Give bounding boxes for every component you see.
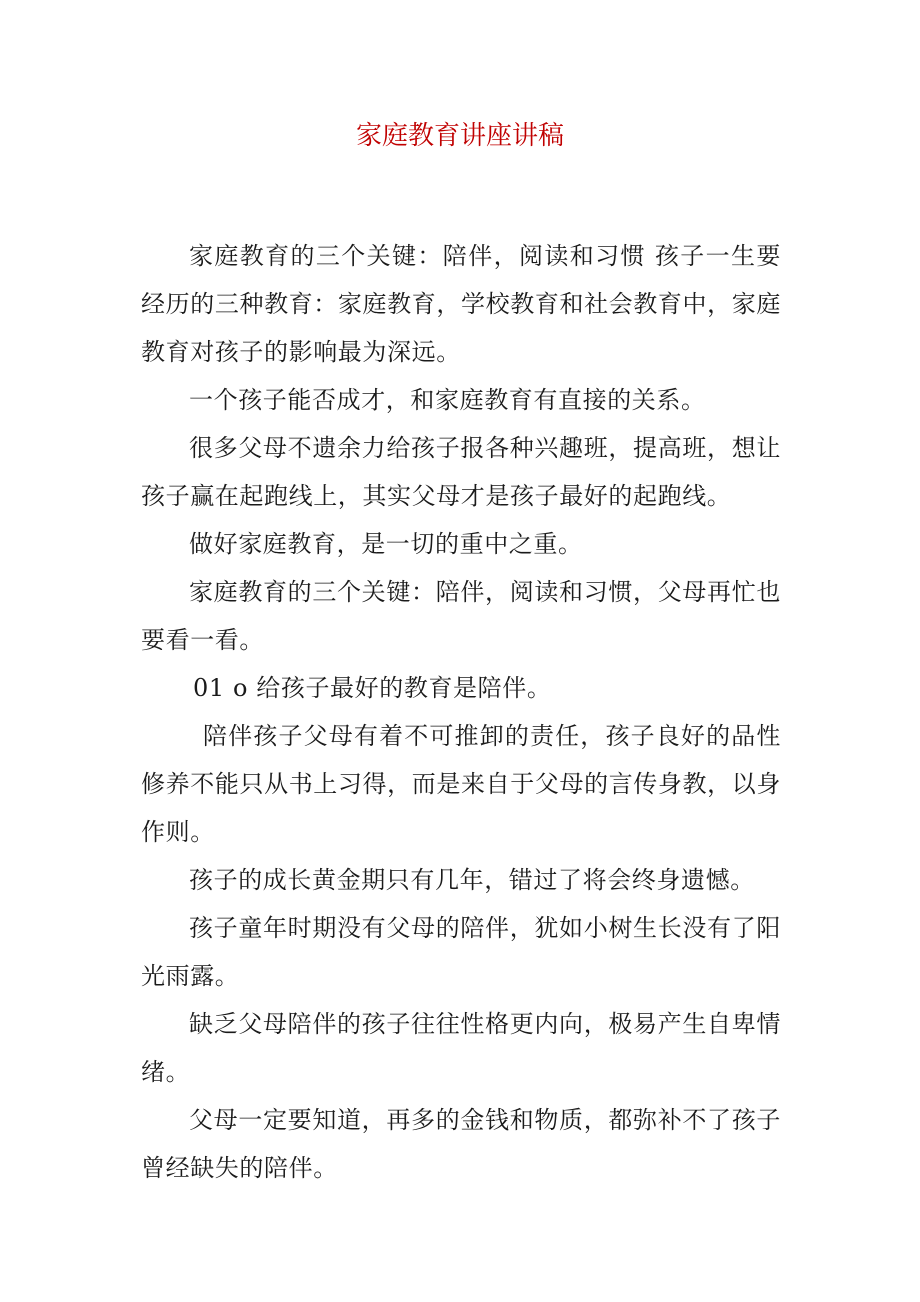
paragraph-7: 陪伴孩子父母有着不可推卸的责任，孩子良好的品性修养不能只从书上习得，而是来自于父母的言传身教，以身作则。 <box>141 722 781 846</box>
paragraph-6-section-heading: 01 o 给孩子最好的教育是陪伴。 <box>193 674 552 702</box>
paragraph-8: 孩子的成长黄金期只有几年，错过了将会终身遗憾。 <box>189 866 755 894</box>
paragraph-9: 孩子童年时期没有父母的陪伴，犹如小树生长没有了阳光雨露。 <box>141 914 781 990</box>
paragraph-2: 一个孩子能否成才，和家庭教育有直接的关系。 <box>189 386 706 414</box>
paragraph-1: 家庭教育的三个关键：陪伴，阅读和习惯 孩子一生要经历的三种教育：家庭教育，学校教育和社会教育中，家庭教育对孩子的影响最为深远。 <box>141 242 781 366</box>
paragraph-11: 父母一定要知道，再多的金钱和物质，都弥补不了孩子曾经缺失的陪伴。 <box>141 1106 781 1182</box>
document-body <box>141 232 781 1192</box>
paragraph-4: 做好家庭教育，是一切的重中之重。 <box>189 530 583 558</box>
paragraph-10: 缺乏父母陪伴的孩子往往性格更内向，极易产生自卑情绪。 <box>141 1010 781 1086</box>
document-title: 家庭教育讲座讲稿 <box>355 121 564 151</box>
paragraph-5: 家庭教育的三个关键：陪伴，阅读和习惯，父母再忙也要看一看。 <box>141 578 781 654</box>
paragraph-3: 很多父母不遗余力给孩子报各种兴趣班，提高班，想让孩子赢在起跑线上，其实父母才是孩子最好的起跑线。 <box>141 434 781 510</box>
